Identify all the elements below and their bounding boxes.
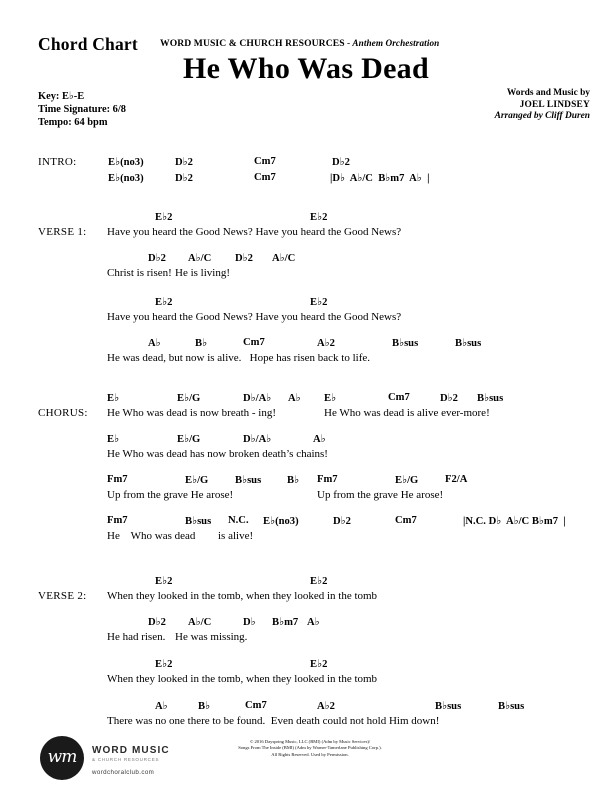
lyric-text: is alive! bbox=[218, 530, 254, 542]
chord-symbol: B♭ bbox=[195, 338, 208, 349]
lyric-text: When they looked in the tomb, when they looked in the tomb bbox=[107, 590, 378, 602]
chord-symbol: D♭2 bbox=[235, 253, 253, 264]
chord-row bbox=[0, 700, 612, 714]
chord-symbol: E♭2 bbox=[310, 576, 328, 587]
publisher-line bbox=[160, 38, 439, 49]
arranger-name: Arranged by Cliff Duren bbox=[494, 111, 590, 122]
credits-block bbox=[495, 88, 590, 123]
lyric-text: He Who was dead is now breath - ing! bbox=[107, 407, 277, 419]
chord-symbol: B♭sus bbox=[455, 338, 482, 349]
chord-symbol: E♭ bbox=[107, 393, 120, 404]
lyric-row bbox=[0, 267, 612, 281]
chord-symbol: A♭/C bbox=[188, 617, 212, 628]
lyric-text: Have you heard the Good News? Have you heard the Good News? bbox=[107, 226, 402, 238]
chord-symbol: A♭/C bbox=[272, 253, 296, 264]
chord-symbol: E♭2 bbox=[155, 659, 173, 670]
chord-symbol: A♭ bbox=[288, 393, 301, 404]
lyric-text: He Who was dead bbox=[107, 530, 196, 542]
chord-symbol: D♭2 bbox=[440, 393, 458, 404]
chord-symbol: D♭/A♭ bbox=[243, 393, 272, 404]
chord-row bbox=[0, 156, 612, 170]
chord-symbol: A♭2 bbox=[317, 338, 335, 349]
publisher-name: WORD MUSIC & CHURCH RESOURCES bbox=[160, 38, 345, 49]
chord-symbol: Cm7 bbox=[243, 337, 265, 348]
lyric-text: Up from the grave He arose! bbox=[107, 489, 234, 501]
lyric-text: He was missing. bbox=[175, 631, 248, 643]
lyric-text: Up from the grave He arose! bbox=[317, 489, 444, 501]
lyric-text: He had risen. bbox=[107, 631, 166, 643]
lyric-row bbox=[0, 631, 612, 645]
lyric-text: When they looked in the tomb, when they looked in the tomb bbox=[107, 673, 378, 685]
logo-text-block bbox=[92, 745, 170, 776]
chord-symbol: D♭2 bbox=[148, 617, 166, 628]
logo-brand-name: WORD MUSIC bbox=[92, 745, 170, 756]
chord-symbol: Cm7 bbox=[254, 156, 276, 167]
chord-symbol: E♭ bbox=[324, 393, 337, 404]
copyright-block bbox=[180, 739, 440, 758]
chord-symbol: N.C. bbox=[228, 515, 249, 526]
chord-symbol: D♭2 bbox=[333, 516, 351, 527]
chord-row bbox=[0, 575, 612, 589]
section-label: VERSE 1: bbox=[38, 226, 87, 238]
lyric-row bbox=[0, 448, 612, 462]
lyric-text: Have you heard the Good News? Have you heard the Good News? bbox=[107, 311, 402, 323]
chord-symbol: B♭sus bbox=[498, 701, 525, 712]
chord-symbol: E♭(no3) bbox=[263, 516, 299, 527]
chord-symbol: B♭sus bbox=[235, 475, 262, 486]
chord-symbol: Cm7 bbox=[388, 392, 410, 403]
section-label: VERSE 2: bbox=[38, 590, 87, 602]
chord-row bbox=[0, 658, 612, 672]
chord-row bbox=[0, 252, 612, 266]
key-line: Key: E♭-E bbox=[38, 91, 85, 102]
lyric-row bbox=[0, 352, 612, 366]
chord-symbol: E♭2 bbox=[310, 659, 328, 670]
page-title: He Who Was Dead bbox=[183, 52, 429, 85]
chord-symbol: E♭/G bbox=[185, 475, 209, 486]
chord-symbol: |N.C. D♭ A♭/C B♭m7 | bbox=[463, 516, 566, 527]
song-meta bbox=[38, 90, 126, 130]
chord-symbol: E♭2 bbox=[155, 212, 173, 223]
composer-name: JOEL LINDSEY bbox=[519, 99, 590, 110]
chord-row bbox=[0, 433, 612, 447]
lyric-text: He Who was dead has now broken death’s chains! bbox=[107, 448, 328, 460]
chord-symbol: E♭2 bbox=[155, 576, 173, 587]
chord-symbol: B♭ bbox=[287, 475, 300, 486]
chord-symbol: Fm7 bbox=[317, 474, 338, 485]
logo-brand-sub: & CHURCH RESOURCES bbox=[92, 757, 160, 762]
chord-symbol: B♭sus bbox=[435, 701, 462, 712]
chord-symbol: Fm7 bbox=[107, 515, 128, 526]
chord-chart-label: Chord Chart bbox=[38, 34, 138, 54]
lyric-row bbox=[0, 530, 612, 544]
words-music-label: Words and Music by bbox=[506, 88, 590, 98]
chord-row bbox=[0, 211, 612, 225]
time-signature-line: Time Signature: 6/8 bbox=[38, 104, 126, 116]
copyright-line-3: All Rights Reserved. Used by Permission. bbox=[271, 751, 349, 757]
chord-symbol: B♭m7 bbox=[272, 617, 299, 628]
section-label: INTRO: bbox=[38, 156, 77, 168]
lyric-row bbox=[0, 489, 612, 503]
chord-symbol: B♭ bbox=[198, 701, 211, 712]
chord-symbol: A♭2 bbox=[317, 701, 335, 712]
chord-row bbox=[0, 296, 612, 310]
chord-symbol: E♭ bbox=[107, 434, 120, 445]
lyric-row bbox=[0, 407, 612, 421]
chord-symbol: A♭ bbox=[313, 434, 326, 445]
chord-symbol: A♭ bbox=[148, 338, 161, 349]
chord-symbol: Fm7 bbox=[107, 474, 128, 485]
lyric-row bbox=[0, 590, 612, 604]
chord-symbol: A♭ bbox=[307, 617, 320, 628]
chord-symbol: E♭(no3) bbox=[108, 157, 144, 168]
logo-monogram: wm bbox=[47, 747, 77, 767]
logo-url[interactable]: wordchoralclub.com bbox=[92, 769, 155, 776]
publisher-series: - Anthem Orchestration bbox=[347, 38, 440, 48]
copyright-line-2: Songs From The Inside (BMI) (Adm by Warner-Tamerlane Publishing Corp.). bbox=[238, 745, 382, 751]
chord-symbol: D♭2 bbox=[148, 253, 166, 264]
chord-symbol: Cm7 bbox=[254, 172, 276, 183]
lyric-row bbox=[0, 715, 612, 729]
lyric-text: He Who was dead is alive ever-more! bbox=[324, 407, 490, 419]
chord-symbol: E♭2 bbox=[310, 297, 328, 308]
chord-symbol: D♭/A♭ bbox=[243, 434, 272, 445]
lyric-row bbox=[0, 673, 612, 687]
chord-row bbox=[0, 392, 612, 406]
chord-symbol: |D♭ A♭/C B♭m7 A♭ | bbox=[330, 173, 430, 184]
chord-symbol: D♭2 bbox=[332, 157, 350, 168]
chord-symbol: E♭/G bbox=[395, 475, 419, 486]
lyric-text: There was no one there to be found. Even death could not hold Him down! bbox=[107, 715, 440, 727]
lyric-text: He was dead, but now is alive. Hope has risen back to life. bbox=[107, 352, 371, 364]
chord-symbol: E♭/G bbox=[177, 434, 201, 445]
tempo-line: Tempo: 64 bpm bbox=[38, 117, 108, 129]
lyric-text: He is living! bbox=[175, 267, 230, 279]
chord-symbol: E♭2 bbox=[310, 212, 328, 223]
chord-symbol: A♭ bbox=[155, 701, 168, 712]
word-music-logo bbox=[40, 736, 84, 780]
chord-symbol: D♭ bbox=[243, 617, 256, 628]
chord-symbol: D♭2 bbox=[175, 157, 193, 168]
chord-symbol: E♭(no3) bbox=[108, 173, 144, 184]
chord-row bbox=[0, 515, 612, 529]
chord-symbol: E♭2 bbox=[155, 297, 173, 308]
chord-symbol: Cm7 bbox=[245, 700, 267, 711]
chord-symbol: B♭sus bbox=[477, 393, 504, 404]
chord-symbol: F2/A bbox=[445, 474, 468, 485]
chord-symbol: D♭2 bbox=[175, 173, 193, 184]
section-label: CHORUS: bbox=[38, 407, 88, 419]
chord-row bbox=[0, 172, 612, 186]
chord-symbol: A♭/C bbox=[188, 253, 212, 264]
chord-symbol: B♭sus bbox=[185, 516, 212, 527]
chord-symbol: E♭/G bbox=[177, 393, 201, 404]
copyright-line-1: © 2016 Dayspring Music, LLC (BMI) (Adm by Music Services)/ bbox=[249, 739, 371, 744]
lyric-row bbox=[0, 226, 612, 240]
chord-row bbox=[0, 474, 612, 488]
lyric-row bbox=[0, 311, 612, 325]
chord-symbol: Cm7 bbox=[395, 515, 417, 526]
chord-row bbox=[0, 616, 612, 630]
chord-symbol: B♭sus bbox=[392, 338, 419, 349]
lyric-text: Christ is risen! bbox=[107, 267, 172, 279]
chord-row bbox=[0, 337, 612, 351]
